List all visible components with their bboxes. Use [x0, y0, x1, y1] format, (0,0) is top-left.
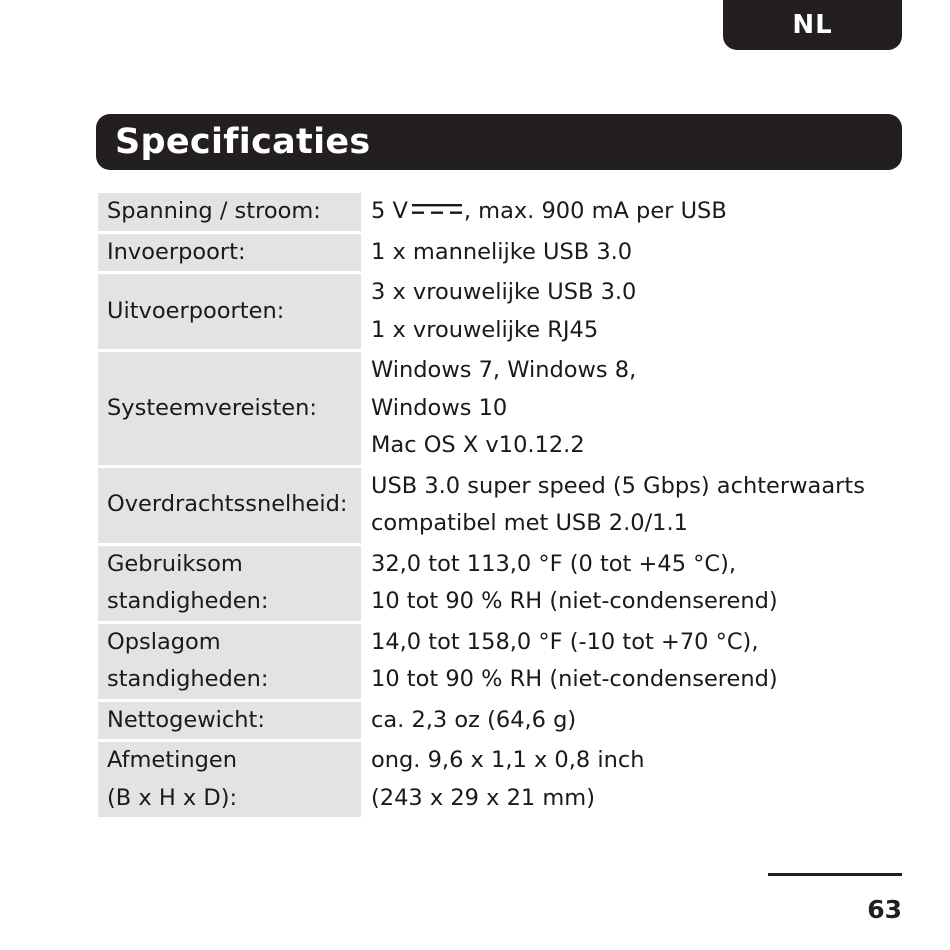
spec-label: Uitvoerpoorten:: [98, 274, 361, 349]
spec-value: ca. 2,3 oz (64,6 g): [371, 706, 577, 733]
spec-row-operating-conditions: [98, 546, 902, 621]
footer-divider: [768, 873, 902, 876]
spec-value: 3 x vrouwelijke USB 3.0 1 x vrouwelijke RJ45: [371, 279, 637, 343]
spec-value-prefix: 5 V: [371, 198, 408, 224]
spec-row-net-weight: [98, 702, 902, 740]
spec-label: Nettogewicht:: [98, 702, 361, 740]
spec-row-system-requirements: [98, 352, 902, 465]
spec-row-output-ports: [98, 274, 902, 349]
spec-value: [361, 193, 902, 231]
spec-label: Systeemvereisten:: [98, 352, 361, 465]
spec-value: Windows 7, Windows 8, Windows 10 Mac OS X v10.12.2: [371, 357, 637, 458]
spec-value: USB 3.0 super speed (5 Gbps) achterwaarts compatibel met USB 2.0/1.1: [371, 472, 865, 536]
spec-label: Gebruiksom standigheden:: [98, 546, 361, 621]
spec-row-dimensions: [98, 742, 902, 817]
spec-label: Opslagom standigheden:: [98, 624, 361, 699]
dc-current-icon: [412, 202, 462, 216]
section-title: Specificaties: [96, 114, 902, 170]
spec-row-storage-conditions: [98, 624, 902, 699]
spec-value: ong. 9,6 x 1,1 x 0,8 inch (243 x 29 x 21 mm): [371, 747, 645, 811]
language-tab: NL: [723, 0, 902, 50]
spec-table: [98, 193, 902, 820]
spec-value-suffix: , max. 900 mA per USB: [463, 198, 727, 224]
spec-label: Afmetingen (B x H x D):: [98, 742, 361, 817]
spec-value: 1 x mannelijke USB 3.0: [371, 238, 633, 265]
spec-label: Invoerpoort:: [98, 234, 361, 272]
spec-row-transfer-speed: [98, 468, 902, 543]
spec-row-input-port: [98, 234, 902, 272]
page-number: 63: [867, 895, 902, 924]
spec-value: 14,0 tot 158,0 °F (-10 tot +70 °C), 10 tot 90 % RH (niet-condenserend): [371, 628, 778, 692]
spec-row-voltage: [98, 193, 902, 231]
spec-value: 32,0 tot 113,0 °F (0 tot +45 °C), 10 tot 90 % RH (niet-condenserend): [371, 550, 778, 614]
spec-label: Overdrachtssnelheid:: [98, 468, 361, 543]
spec-label: Spanning / stroom:: [98, 193, 361, 231]
